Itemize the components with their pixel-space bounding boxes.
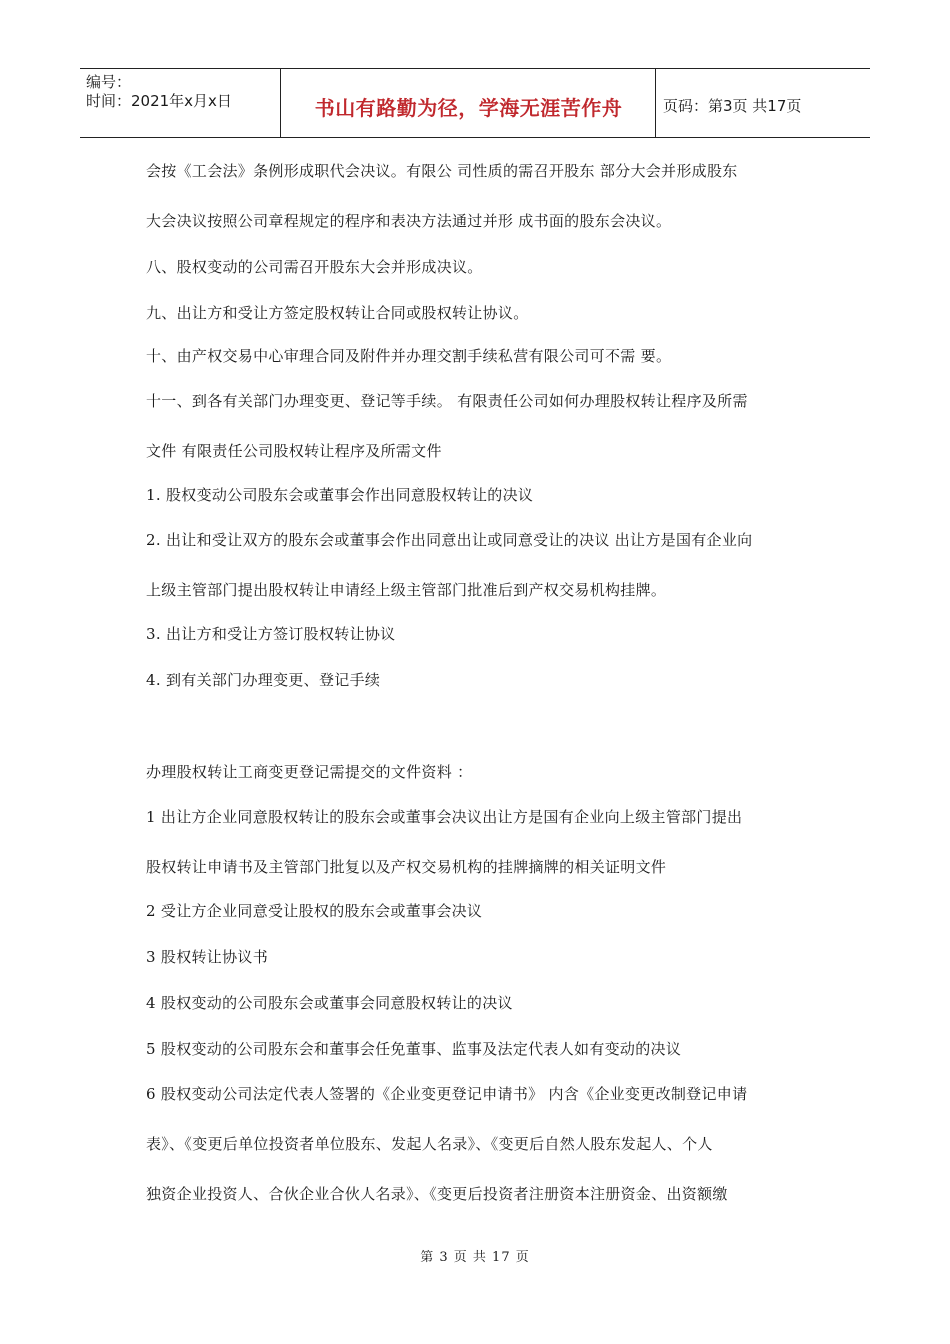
- body-line: 会按《工会法》条例形成职代会决议。有限公 司性质的需召开股东 部分大会并形成股东: [146, 162, 738, 180]
- body-line: 大会决议按照公司章程规定的程序和表决方法通过并形 成书面的股东会决议。: [146, 212, 672, 230]
- header-page-info: 页码：第3页 共17页: [663, 96, 802, 115]
- body-line: 股权转让申请书及主管部门批复以及产权交易机构的挂牌摘牌的相关证明文件: [146, 858, 667, 876]
- list-item: 3. 出让方和受让方签订股权转让协议: [146, 625, 396, 643]
- list-item: 2 受让方企业同意受让股权的股东会或董事会决议: [146, 902, 483, 920]
- list-item: 1 出让方企业同意股权转让的股东会或董事会决议出让方是国有企业向上级主管部门提出: [146, 808, 743, 826]
- list-item: 5 股权变动的公司股东会和董事会任免董事、监事及法定代表人如有变动的决议: [146, 1040, 682, 1058]
- document-number-label: 编号：: [86, 73, 132, 91]
- header-meta: [80, 69, 281, 137]
- body-line: 表》、《变更后单位投资者单位股东、发起人名录》、《变更后自然人股东发起人、个人: [146, 1135, 713, 1153]
- body-line: 文件 有限责任公司股权转让程序及所需文件: [146, 442, 442, 460]
- list-item: 1. 股权变动公司股东会或董事会作出同意股权转让的决议: [146, 486, 534, 504]
- header-motto: 书山有路勤为径，学海无涯苦作舟: [282, 69, 656, 137]
- list-item: 4. 到有关部门办理变更、登记手续: [146, 671, 381, 689]
- page-header: [80, 68, 870, 138]
- body-line: 独资企业投资人、合伙企业合伙人名录》、《变更后投资者注册资本注册资金、出资额缴: [146, 1185, 728, 1203]
- body-line: 十、由产权交易中心审理合同及附件并办理交割手续私营有限公司可不需 要。: [146, 347, 672, 365]
- page-footer: 第 3 页 共 17 页: [420, 1250, 530, 1265]
- list-item: 6 股权变动公司法定代表人签署的《企业变更登记申请书》 内含《企业变更改制登记申请: [146, 1085, 748, 1103]
- section-heading: 办理股权转让工商变更登记需提交的文件资料 ：: [146, 763, 473, 781]
- body-line: 九、出让方和受让方签定股权转让合同或股权转让协议。: [146, 304, 529, 322]
- list-item: 4 股权变动的公司股东会或董事会同意股权转让的决议: [146, 994, 513, 1012]
- list-item: 2. 出让和受让双方的股东会或董事会作出同意出让或同意受让的决议 出让方是国有企业向: [146, 531, 753, 549]
- document-date-label: 时间：2021年x月x日: [86, 92, 232, 110]
- body-line: 八、股权变动的公司需召开股东大会并形成决议。: [146, 258, 483, 276]
- list-item: 3 股权转让协议书: [146, 948, 269, 966]
- body-line: 上级主管部门提出股权转让申请经上级主管部门批准后到产权交易机构挂牌。: [146, 581, 667, 599]
- body-line: 十一、到各有关部门办理变更、登记等手续。 有限责任公司如何办理股权转让程序及所需: [146, 392, 748, 410]
